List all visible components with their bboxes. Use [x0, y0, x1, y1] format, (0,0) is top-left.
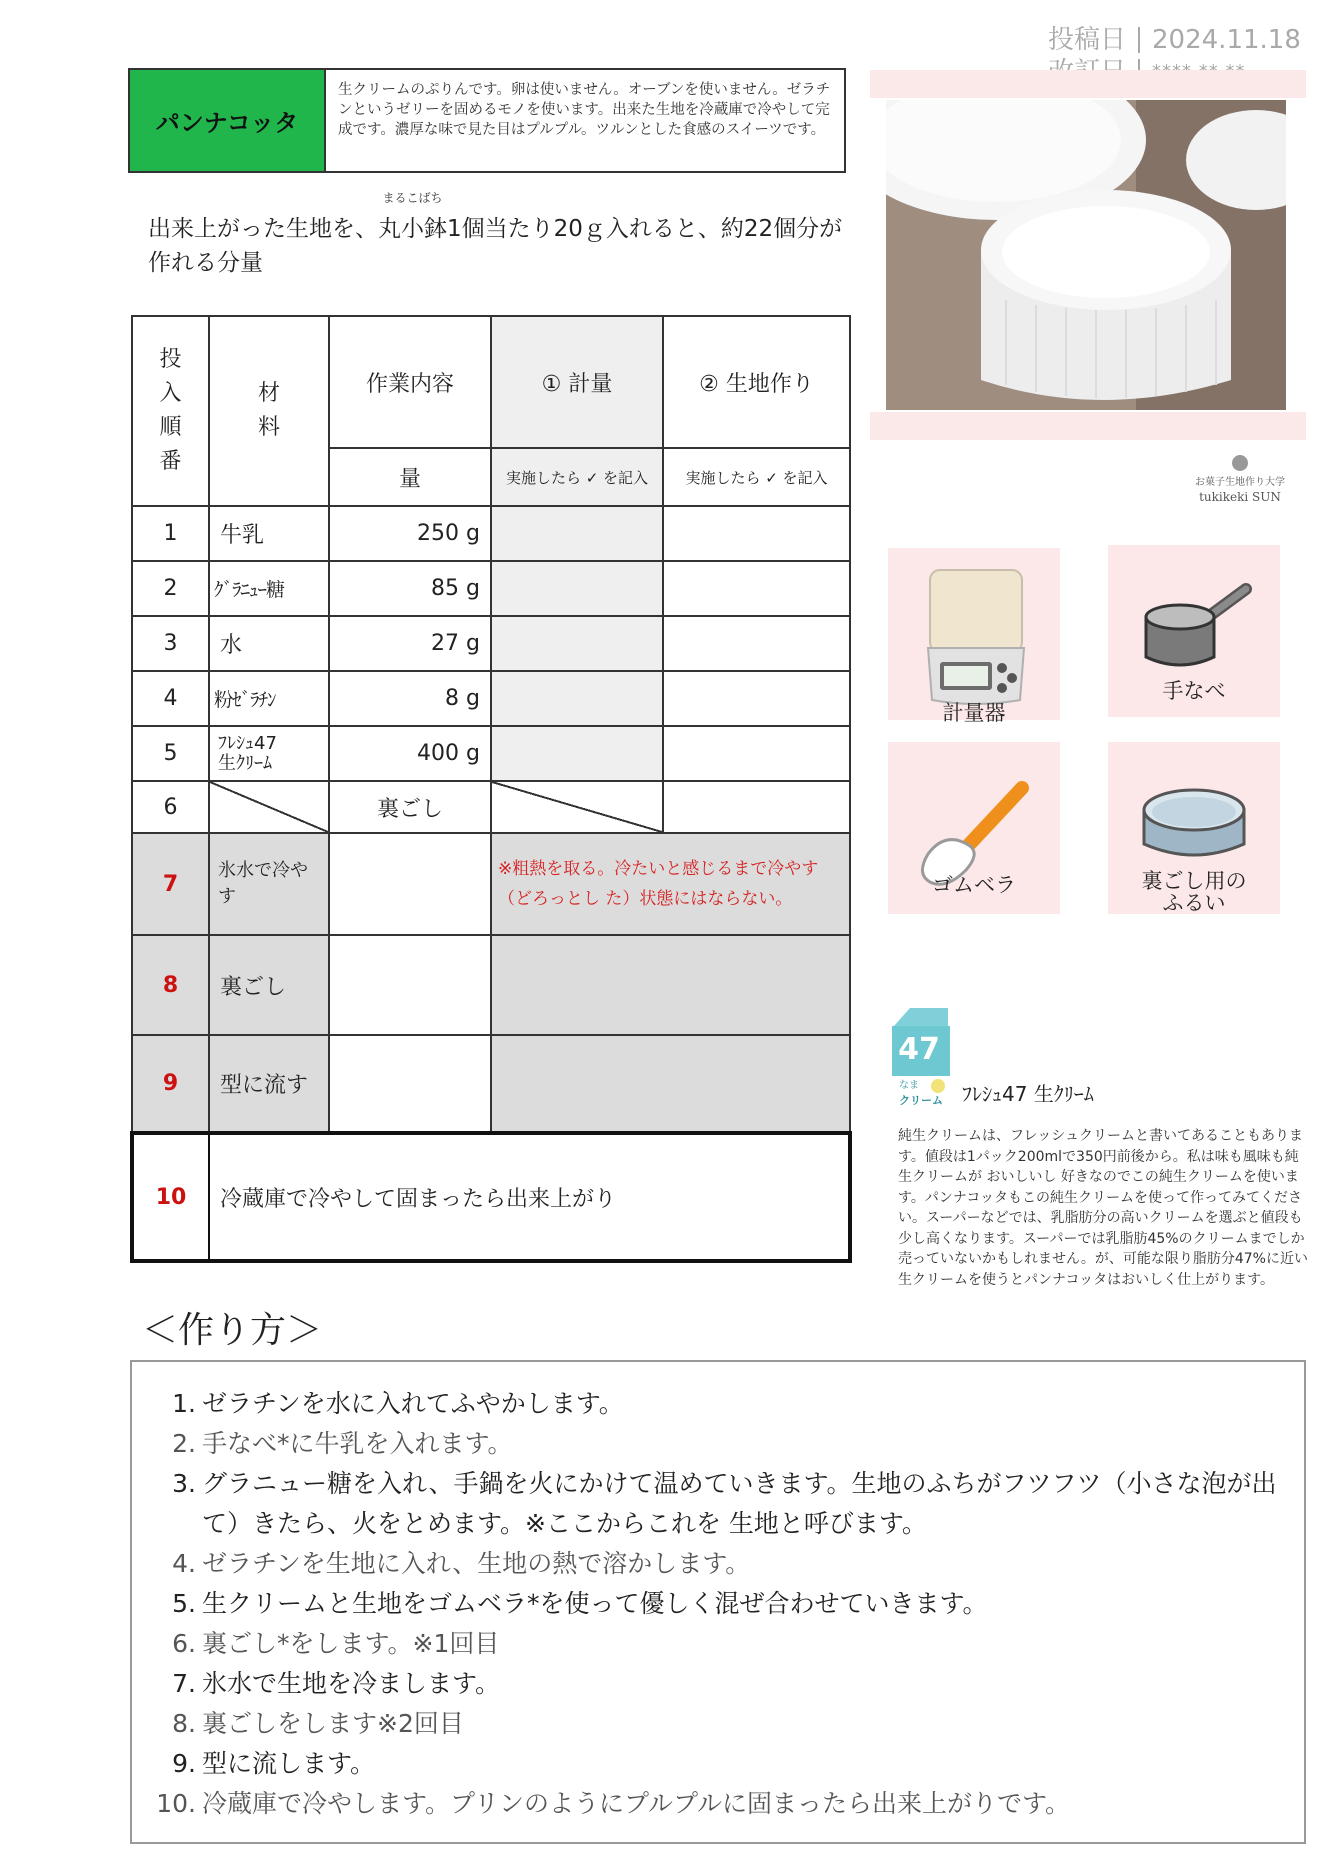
step-number: 1.: [172, 1389, 196, 1418]
header-order-text: 投入順番: [159, 347, 182, 474]
method-step: [152, 1784, 1304, 1824]
tool-label-spatula: ゴムベラ: [932, 873, 1016, 897]
row-material: 水: [209, 616, 329, 671]
header-material-text: 材料: [258, 381, 281, 440]
header-amount: 量: [329, 448, 491, 506]
step-number: 6.: [172, 1629, 196, 1658]
check-cell-step2[interactable]: [663, 616, 850, 671]
step-text: 生クリームと生地をゴムベラ*を使って優しく混ぜ合わせていきます。: [202, 1589, 988, 1618]
row-material-empty: [209, 781, 329, 833]
table-row: [132, 506, 850, 561]
row-material: ﾌﾚｼｭ47 生ｸﾘｰﾑ: [209, 726, 329, 781]
yield-after: 1個当たり20ｇ入れると、約22個分が作れる分量: [148, 216, 843, 276]
step-text: ゼラチンを水に入れてふやかします。: [202, 1389, 624, 1418]
method-step: [152, 1544, 1304, 1584]
row-no: 3: [132, 616, 209, 671]
step-number: 2.: [172, 1429, 196, 1458]
ruby-word: [378, 191, 447, 246]
row-material: 牛乳: [209, 506, 329, 561]
step-text: 型に流します。: [202, 1749, 376, 1778]
header-step2: ② 生地作り: [663, 316, 850, 448]
row-no: 4: [132, 671, 209, 726]
tool-card-scale: [888, 548, 1060, 725]
cream-carton-number: 47: [898, 1032, 940, 1067]
cream-carton-icon: [888, 1006, 954, 1110]
panna-cotta-photo-block: [870, 70, 1306, 440]
tool-label-pan: 手なべ: [1162, 679, 1226, 703]
row-material: 氷水で冷やす: [209, 833, 329, 935]
scale-icon: [888, 548, 1060, 720]
panna-cotta-photo: [886, 100, 1286, 410]
step-number: 5.: [172, 1589, 196, 1618]
row-material: 裏ごし: [209, 935, 329, 1035]
header-step1: ① 計量: [491, 316, 663, 448]
header-check1: 実施したら ✓ を記入: [491, 448, 663, 506]
method-step: [152, 1624, 1304, 1664]
step-number: 3.: [172, 1469, 196, 1498]
tool-label-sieve: [1108, 870, 1280, 914]
method-step: [152, 1744, 1304, 1784]
row-no: 9: [132, 1035, 209, 1133]
recipe-name: パンナコッタ: [130, 70, 326, 171]
logo-icon: [1232, 455, 1248, 471]
row-amount: 85 g: [329, 561, 491, 616]
table-row: [132, 726, 850, 781]
table-row: [132, 833, 850, 935]
row-amount: 8 g: [329, 671, 491, 726]
date-separator: [1138, 27, 1140, 53]
tool-card-sieve: [1108, 742, 1280, 914]
row-no: 5: [132, 726, 209, 781]
method-step: [152, 1584, 1304, 1624]
row-material: ｸﾞﾗﾆｭｰ糖: [209, 561, 329, 616]
row-work-empty: [329, 1035, 491, 1133]
row-note-empty: [491, 1035, 850, 1133]
method-step: [152, 1464, 1304, 1544]
step-text: 冷蔵庫で冷やします。プリンのようにプルプルに固まったら出来上がりです。: [202, 1789, 1071, 1818]
check-cell-step1[interactable]: [491, 506, 663, 561]
row-no: 6: [132, 781, 209, 833]
check-cell-step2[interactable]: [663, 671, 850, 726]
tool-label-sieve-line1: 裏ごし用の: [1141, 869, 1247, 893]
check-cell-step1[interactable]: [491, 671, 663, 726]
table-row: [132, 671, 850, 726]
method-step: [152, 1384, 1304, 1424]
check-cell-step2[interactable]: [663, 726, 850, 781]
posted-date-row: [1048, 24, 1301, 56]
row-work-empty: [329, 833, 491, 935]
step-number: 10.: [156, 1789, 196, 1818]
table-row-final: [132, 1133, 850, 1261]
tool-card-pan: [1108, 545, 1280, 717]
row-amount: 27 g: [329, 616, 491, 671]
row-final-text: 冷蔵庫で冷やして固まったら出来上がり: [209, 1133, 850, 1261]
method-box: [130, 1360, 1306, 1844]
photo-band-top: [870, 70, 1306, 98]
recipe-title-box: [128, 68, 846, 173]
check-cell-step1[interactable]: [491, 726, 663, 781]
method-heading: ＜作り方＞: [142, 1310, 323, 1351]
header-order: [132, 316, 209, 506]
method-step: [152, 1424, 1304, 1464]
check-cell-step1[interactable]: [491, 616, 663, 671]
row-note: ※粗熱を取る。冷たいと感じるまで冷やす（どろっとし た）状態にはならない。: [491, 833, 850, 935]
row-no: 1: [132, 506, 209, 561]
table-row: [132, 561, 850, 616]
step-text: 裏ごし*をします。※1回目: [202, 1629, 500, 1658]
cream-carton-sub: なま: [899, 1080, 919, 1091]
table-row: [132, 1035, 850, 1133]
method-steps: [152, 1384, 1304, 1824]
row-amount: 250 g: [329, 506, 491, 561]
row-material: 型に流す: [209, 1035, 329, 1133]
cream-carton-label: クリーム: [899, 1094, 943, 1107]
posted-date-label: 投稿日: [1048, 25, 1127, 55]
row-no: 10: [132, 1133, 209, 1261]
check-cell-step2[interactable]: [663, 781, 850, 833]
yield-text: [148, 191, 848, 280]
recipe-description: 生クリームのぷりんです。卵は使いません。オーブンを使いません。ゼラチンというゼリーを固めるモノを使います。出来た生地を冷蔵庫で冷やして完成です。濃厚な味で見た目はプルプル。ツルンとした食感のスイーツです。: [338, 82, 831, 138]
row-no: 2: [132, 561, 209, 616]
method-step: [152, 1704, 1304, 1744]
table-row: [132, 616, 850, 671]
step-text: グラニュー糖を入れ、手鍋を火にかけて温めていきます。生地のふちがフツフツ（小さな泡が出て）きたら、火をとめます。※ここからこれを 生地と呼びます。: [202, 1469, 1277, 1538]
row-no: 8: [132, 935, 209, 1035]
method-step: [152, 1664, 1304, 1704]
header-work: 作業内容: [329, 316, 491, 448]
step-text: 氷水で生地を冷まします。: [202, 1669, 501, 1698]
ingredient-table: [130, 315, 852, 1263]
step-number: 4.: [172, 1549, 196, 1578]
check-cell-step2[interactable]: [663, 506, 850, 561]
ruby-base: 丸小鉢: [378, 216, 447, 242]
row-no: 7: [132, 833, 209, 935]
header-material: [209, 316, 329, 506]
check-cell-step2[interactable]: [663, 561, 850, 616]
row-amount: 裏ごし: [329, 781, 491, 833]
photo-band-bottom: [870, 412, 1306, 440]
step-number: 7.: [172, 1669, 196, 1698]
row-material: 粉ｾﾞﾗﾁﾝ: [209, 671, 329, 726]
row-note-empty: [491, 935, 850, 1035]
posted-date-value: 2024.11.18: [1152, 25, 1301, 55]
step-number: 9.: [172, 1749, 196, 1778]
logo-line2: tukikeki SUN: [1199, 490, 1281, 504]
check-cell-step1[interactable]: [491, 561, 663, 616]
row-work-empty: [329, 935, 491, 1035]
step-text: 裏ごしをします※2回目: [202, 1709, 464, 1738]
step-text: 手なべ*に牛乳を入れます。: [202, 1429, 513, 1458]
ruby-reading: まるこばち: [382, 191, 443, 205]
check-cell-step1-disabled: [491, 781, 663, 833]
logo-line1: お菓子生地作り大学: [1195, 477, 1285, 488]
cream-note: 純生クリームは、フレッシュクリームと書いてあることもあります。値段は1パック200mlで350円前後から。私は味も風味も純生クリームが おいしいし 好きなのでこの純生クリームを使います。パンナコッタもこの純生クリームを使って作ってみてください。スーパーなどでは、乳脂肪分の高いクリームを選ぶと値段も少し高くなります。スーパーでは乳脂肪45%のクリームまでしか売っていないかもしれません。が、可能な限り脂肪分47%に近い生クリームを使うとパンナコッタはおいしく仕上がります。: [898, 1128, 1308, 1288]
row-amount: 400 g: [329, 726, 491, 781]
tool-label-sieve-line2: ふるい: [1162, 891, 1226, 915]
cream-title: ﾌﾚｼｭ47 生ｸﾘｰﾑ: [962, 1082, 1094, 1106]
table-row: [132, 781, 850, 833]
brand-logo: [1180, 455, 1300, 504]
table-row: [132, 935, 850, 1035]
yield-before: 出来上がった生地を、: [148, 216, 378, 242]
tool-label-scale: 計量器: [942, 701, 1006, 725]
header-check2: 実施したら ✓ を記入: [663, 448, 850, 506]
step-text: ゼラチンを生地に入れ、生地の熱で溶かします。: [202, 1549, 751, 1578]
step-number: 8.: [172, 1709, 196, 1738]
tool-card-spatula: [888, 742, 1060, 914]
